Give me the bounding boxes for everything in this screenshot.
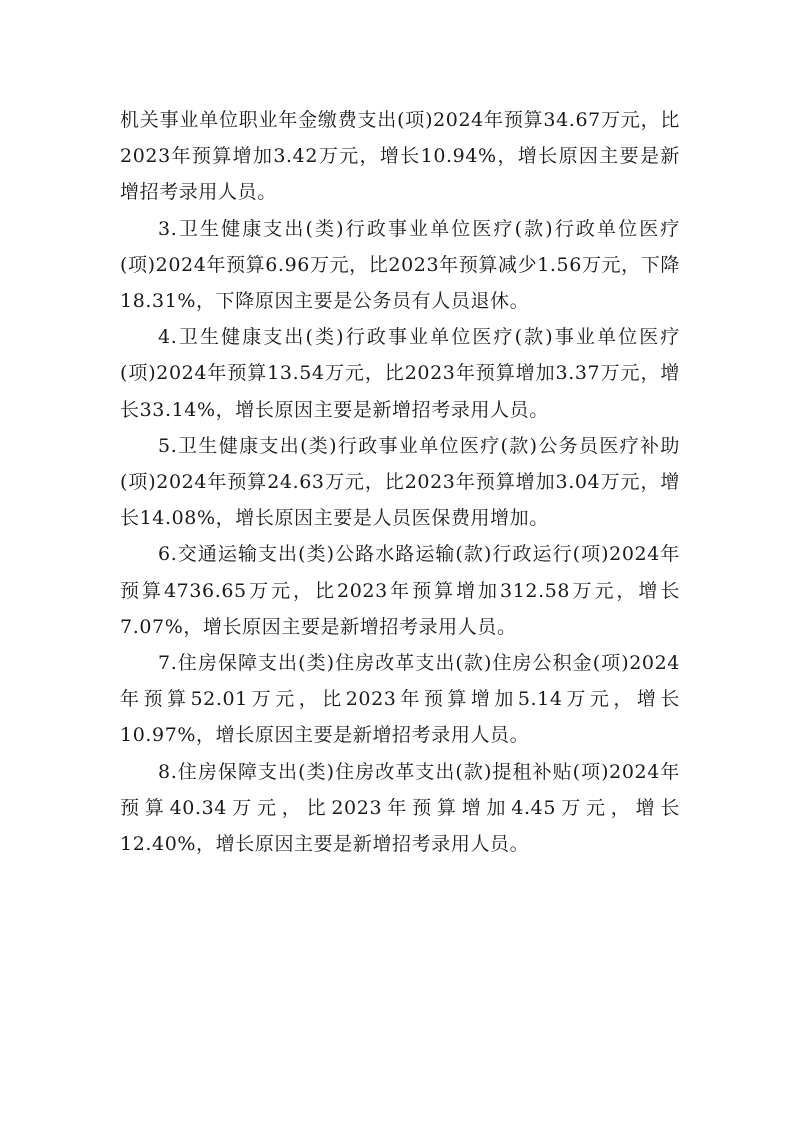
paragraph-item-4-institution-medical: 4.卫生健康支出(类)行政事业单位医疗(款)事业单位医疗(项)2024年预算13.54万元，比2023年预算增加3.37万元，增长33.14%，增长原因主要是新增招考录用人员。 [120,326,680,421]
paragraph-item-6-transport-operation: 6.交通运输支出(类)公路水路运输(款)行政运行(项)2024年预算4736.65万元，比2023年预算增加312.58万元，增长7.07%，增长原因主要是新增招考录用人员。 [120,543,680,638]
paragraph-item-5-civil-servant-medical-subsidy: 5.卫生健康支出(类)行政事业单位医疗(款)公务员医疗补助(项)2024年预算24.63万元，比2023年预算增加3.04万元，增长14.08%，增长原因主要是人员医保费用增加。 [120,434,680,530]
document-body [120,102,680,862]
paragraph-item-3-admin-medical: 3.卫生健康支出(类)行政事业单位医疗(款)行政单位医疗(项)2024年预算6.96万元，比2023年预算减少1.56万元，下降18.31%，下降原因主要是公务员有人员退休。 [120,217,680,313]
paragraph-pension-contribution: 机关事业单位职业年金缴费支出(项)2024年预算34.67万元，比2023年预算增加3.42万元，增长10.94%，增长原因主要是新增招考录用人员。 [120,109,680,204]
paragraph-item-7-housing-fund: 7.住房保障支出(类)住房改革支出(款)住房公积金(项)2024年预算52.01万元，比2023年预算增加5.14万元，增长10.97%，增长原因主要是新增招考录用人员。 [120,652,680,747]
paragraph-item-8-rent-subsidy: 8.住房保障支出(类)住房改革支出(款)提租补贴(项)2024年预算40.34万元，比2023年预算增加4.45万元，增长12.40%，增长原因主要是新增招考录用人员。 [120,760,680,856]
